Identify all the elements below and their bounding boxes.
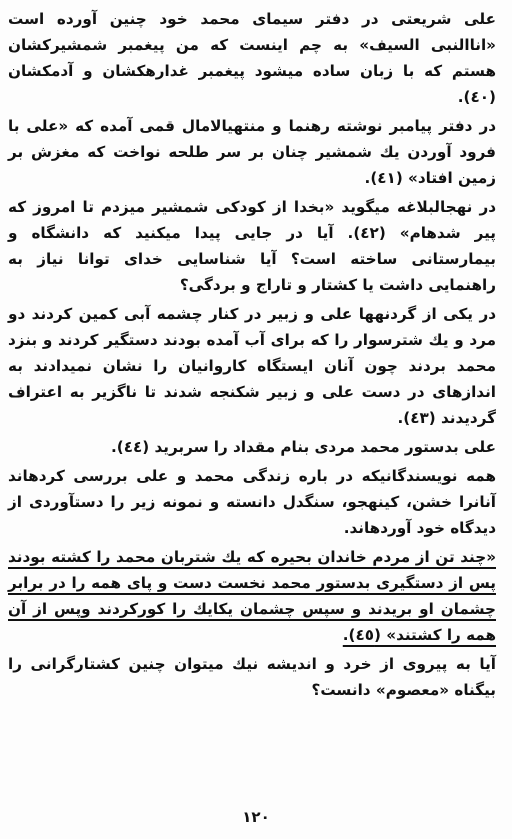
- quote-paragraph: [8, 544, 496, 648]
- paragraph-4: در یکی از گردنهها علی و زبیر در کنار چشمه آبی کمین کردند دو مرد و یك شترسوار را که برای آب آمده بودند دستگیر کردند و بنزد محمد بردند چون آنان ایستگاه کاروانیان را نشان نمیدادند به اندازهای در دست علی و زبیر شکنجه شدند تا ناگزیر به اعتراف گردیدند (٤٣).: [8, 305, 496, 427]
- closing-paragraph: آیا به پیروی از خرد و اندیشه نیك میتوان چنین کشتارگرانی را بیگناه «معصوم» دانست؟: [8, 655, 496, 699]
- underlined-quote-text: «چند تن از مردم خاندان بحیره که یك شتربان محمد را کشته بودند پس از دستگیری بدستور محمد نخست دست و پای همه را در برابر چشمان او بریدند و سپس چشمان یکایك را کورکردند وپس از آن همه را کشتند» (٤٥).: [8, 548, 496, 644]
- paragraph-6: همه نویسندگانیکه در باره زندگی محمد و علی بررسی کردهاند آنانرا خشن، کینهجو، سنگدل دانسته و نمونه زیر را دستآوردی از دیدگاه خود آوردهاند.: [8, 467, 496, 537]
- paragraph-2: در دفتر پیامبر نوشته رهنما و منتهیالامال قمی آمده که «علی با فرود آوردن یك شمشیر چنان بر سر طلحه نواخت که مغزش بر زمین افتاد» (٤١).: [8, 117, 496, 187]
- paragraph-5: علی بدستور محمد مردی بنام مقداد را سربرید (٤٤).: [111, 438, 496, 456]
- paragraph-1: علی شریعتی در دفتر سیمای محمد خود چنین آورده است «اناالنبی السیف» به چم اینست که من پیغمبر شمشیرکشان هستم که با زبان ساده میشود پیغمبر غدارهکشان و آدمکشان (٤٠).: [8, 10, 496, 106]
- body-text: [8, 6, 496, 706]
- page-number: ١٢٠: [242, 808, 270, 826]
- paragraph-3: در نهجالبلاغه میگوید «بخدا از کودکی شمشیر میزدم تا امروز که پیر شدهام» (٤٢). آیا در جایی پیدا میکنید که دانشگاه و بیمارستانی ساخته است؟ آیا شناسایی خدای توانا نیاز به راهنمایی داشت یا کشتار و تاراج و بردگی؟: [8, 198, 496, 294]
